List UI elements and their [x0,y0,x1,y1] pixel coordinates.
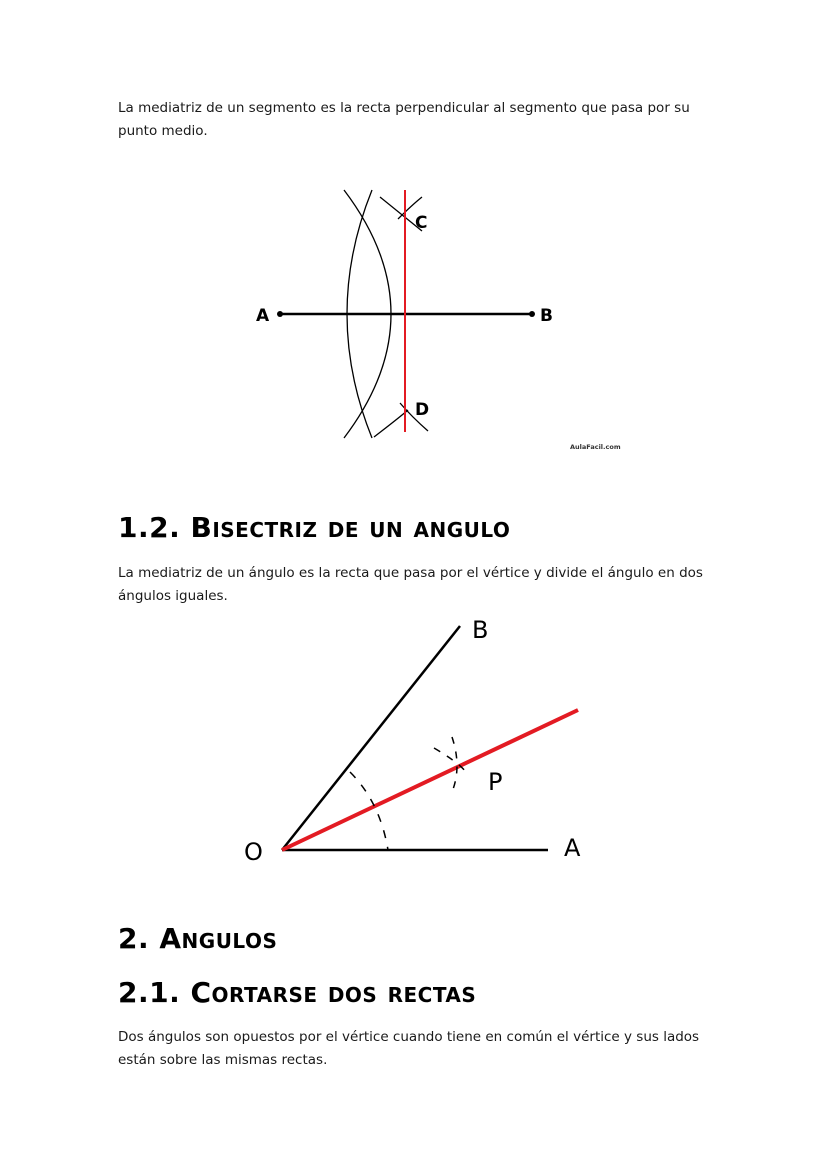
label-o: O [244,838,263,866]
mediatriz-figure [250,185,630,455]
label-c: C [415,213,428,233]
point-b [529,311,535,317]
label-d: D [415,400,430,420]
label-a: A [256,306,270,326]
heading-bisectriz: 1.2. Bisectriz de un angulo [118,511,511,544]
heading-angulos: 2. Angulos [118,922,278,955]
bisectriz-definition: La mediatriz de un ángulo es la recta que pasa por el vértice y divide el ángulo en dos ángulos iguales. [118,565,703,604]
credit-text: AulaFacil.com [570,443,621,451]
bisector-ray [282,710,578,850]
label-a-angle: A [564,834,581,862]
bisectriz-figure [240,612,600,872]
point-a [277,311,283,317]
side-ob [282,626,460,850]
mediatriz-definition: La mediatriz de un segmento es la recta perpendicular al segmento que pasa por su punto medio. [118,100,690,139]
opuestos-definition: Dos ángulos son opuestos por el vértice cuando tiene en común el vértice y sus lados están sobre las mismas rectas. [118,1029,700,1068]
heading-cortarse-dos-rectas: 2.1. Cortarse dos rectas [118,976,477,1009]
arc-bottom-cross-left [374,410,408,437]
intersection-arc-2 [452,737,457,792]
label-b-angle: B [472,616,489,644]
label-p: P [488,768,503,796]
label-b: B [540,306,553,326]
